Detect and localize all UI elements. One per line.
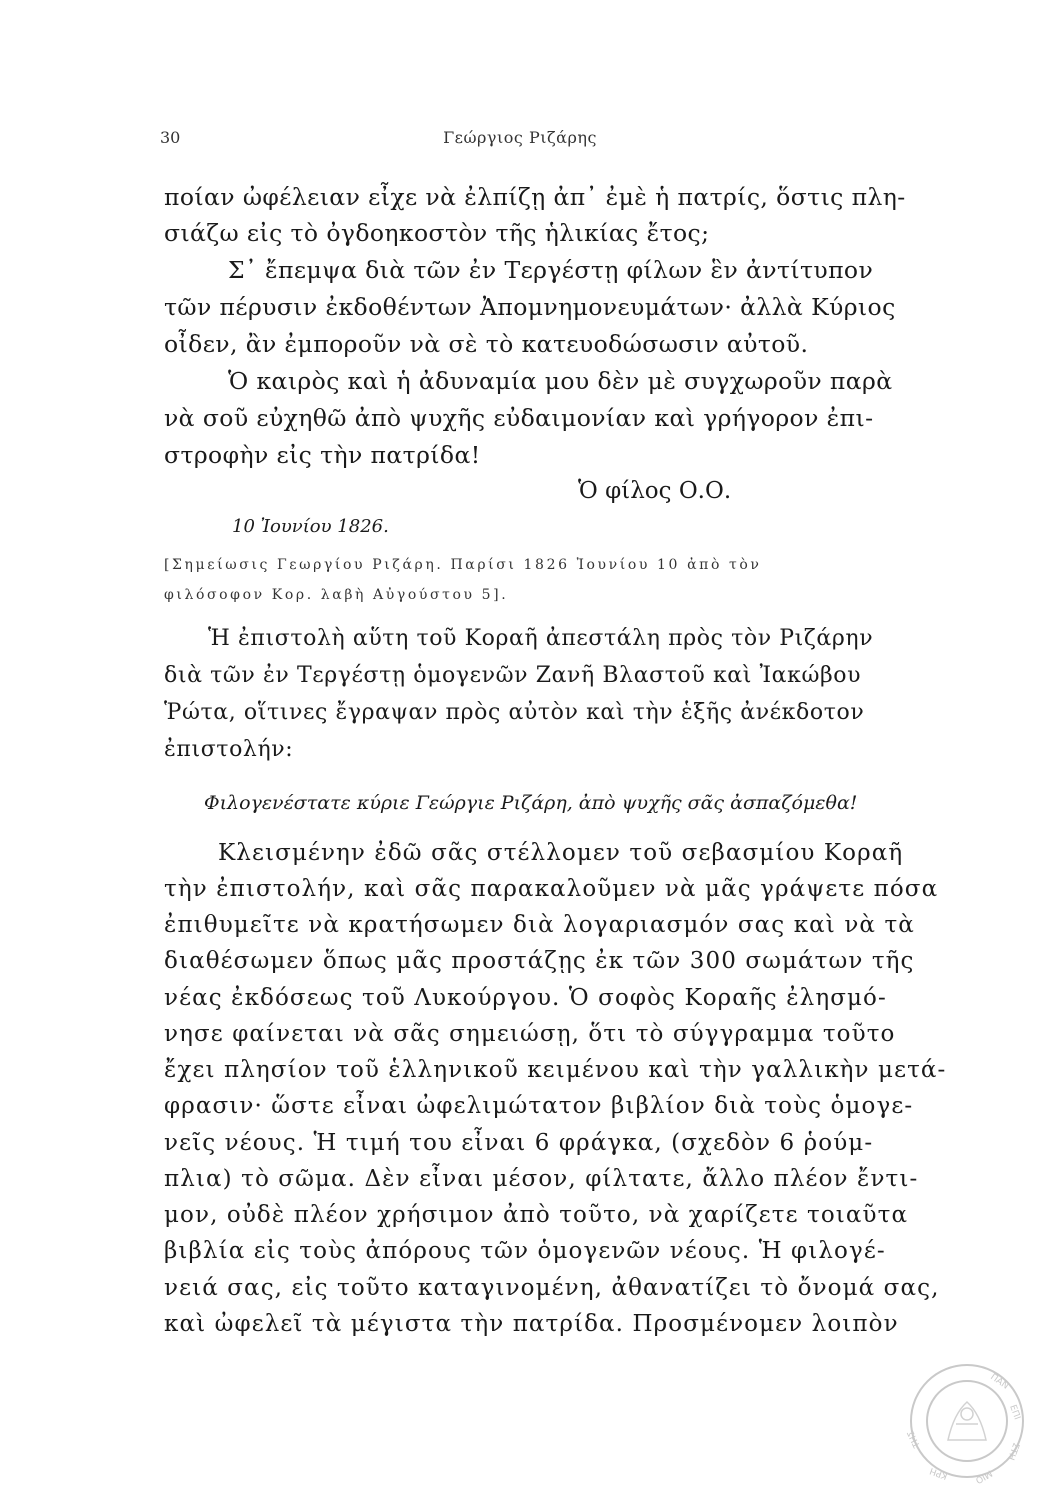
svg-text:ΣΤΗ: ΣΤΗ [1005,1440,1021,1462]
text-line: νεῖς νέους. Ἡ τιμή του εἶναι 6 φράγκα, (σχεδὸν 6 ῥούμ- [164,1130,874,1156]
text-line: ἐπιστολήν: [164,737,294,762]
svg-text:ΜΙΟ: ΜΙΟ [973,1467,994,1485]
text-line: νειά σας, εἰς τοῦτο καταγινομένη, ἀθανατίζει τὸ ὄνομά σας, [164,1275,940,1301]
text-line: βιβλία εἰς τοὺς ἀπόρους τῶν ὁμογενῶν νέους. Ἡ φιλογέ- [164,1238,886,1264]
letter-salutation: Φιλογενέστατε κύριε Γεώργιε Ριζάρη, ἀπὸ ψυχῆς σᾶς ἀσπαζόμεθα! [204,792,858,814]
text-line: νὰ σοῦ εὐχηθῶ ἀπὸ ψυχῆς εὐδαιμονίαν καὶ γρήγορον ἐπι- [164,404,874,432]
svg-text:ΚΡΗ: ΚΡΗ [928,1464,950,1481]
text-line: ἐπιθυμεῖτε νὰ κρατήσωμεν διὰ λογαριασμόν σας καὶ νὰ τὰ [164,912,915,938]
university-seal-watermark [906,1362,1026,1485]
text-line: πλια) τὸ σῶμα. Δὲν εἶναι μέσον, φίλτατε, ἄλλο πλέον ἔντι- [164,1166,919,1192]
text-line: νέας ἐκδόσεως τοῦ Λυκούργου. Ὁ σοφὸς Κοραῆς ἐλησμό- [164,985,887,1011]
text-line: ἔχει πλησίον τοῦ ἑλληνικοῦ κειμένου καὶ τὴν γαλλικὴν μετά- [164,1057,947,1083]
text-line: τὴν ἐπιστολήν, καὶ σᾶς παρακαλοῦμεν νὰ μᾶς γράψετε πόσα [164,876,939,902]
text-line: τῶν πέρυσιν ἐκδοθέντων Ἀπομνημονευμάτων· ἀλλὰ Κύριος [164,293,896,321]
text-line: σιάζω εἰς τὸ ὀγδοηκοστὸν τῆς ἡλικίας ἔτος; [164,219,710,247]
svg-text:ΕΠΙ: ΕΠΙ [1007,1403,1022,1422]
svg-text:ΤΗΣ: ΤΗΣ [906,1428,923,1449]
text-line: νησε φαίνεται νὰ σᾶς σημειώσῃ, ὅτι τὸ σύγγραμμα τοῦτο [164,1021,896,1047]
text-line: Ὁ καιρὸς καὶ ἡ ἀδυναμία μου δὲν μὲ συγχωροῦν παρὰ [228,367,893,395]
text-line: οἶδεν, ἂν ἐμποροῦν νὰ σὲ τὸ κατευοδώσωσιν αὐτοῦ. [164,330,809,358]
text-line: στροφὴν εἰς τὴν πατρίδα! [164,441,481,469]
page-header [160,128,880,152]
letter-signature: Ὁ φίλος Ο.Ο. [578,478,732,504]
page-number: 30 [160,128,181,147]
text-line: Ῥώτα, οἵτινες ἔγραψαν πρὸς αὐτὸν καὶ τὴν ἑξῆς ἀνέκδοτον [164,700,865,725]
text-line: ποίαν ὠφέλειαν εἶχε νὰ ἐλπίζῃ ἀπ᾽ ἐμὲ ἡ πατρίς, ὅστις πλη- [164,183,906,211]
text-line: καὶ ὠφελεῖ τὰ μέγιστα τὴν πατρίδα. Προσμένομεν λοιπὸν [164,1311,899,1337]
letter-date: 10 Ἰουνίου 1826. [232,516,389,537]
text-line: Ἡ ἐπιστολὴ αὕτη τοῦ Κοραῆ ἀπεστάλη πρὸς τὸν Ριζάρην [208,626,874,651]
svg-text:ΠΑΝ: ΠΑΝ [988,1372,1011,1392]
text-line: διαθέσωμεν ὅπως μᾶς προστάζῃς ἐκ τῶν 300 σωμάτων τῆς [164,948,915,974]
text-line: φρασιν· ὥστε εἶναι ὠφελιμώτατον βιβλίον διὰ τοὺς ὁμογε- [164,1093,914,1119]
running-title: Γεώργιος Ριζάρης [443,128,597,147]
text-line: μον, οὐδὲ πλέον χρήσιμον ἀπὸ τοῦτο, νὰ χαρίζετε τοιαῦτα [164,1202,909,1228]
text-line: Σ᾽ ἔπεμψα διὰ τῶν ἐν Τεργέστῃ φίλων ἓν ἀντίτυπον [228,256,874,284]
text-line: διὰ τῶν ἐν Τεργέστῃ ὁμογενῶν Ζανῆ Βλαστοῦ καὶ Ἰακώβου [164,663,862,688]
editor-note-line: [Σημείωσις Γεωργίου Ριζάρη. Παρίσι 1826 Ἰουνίου 10 ἀπὸ τὸν [164,557,762,573]
editor-note-line: φιλόσοφον Κορ. λαβὴ Αὐγούστου 5]. [164,587,509,603]
text-line: Κλεισμένην ἐδῶ σᾶς στέλλομεν τοῦ σεβασμίου Κοραῆ [218,840,904,866]
